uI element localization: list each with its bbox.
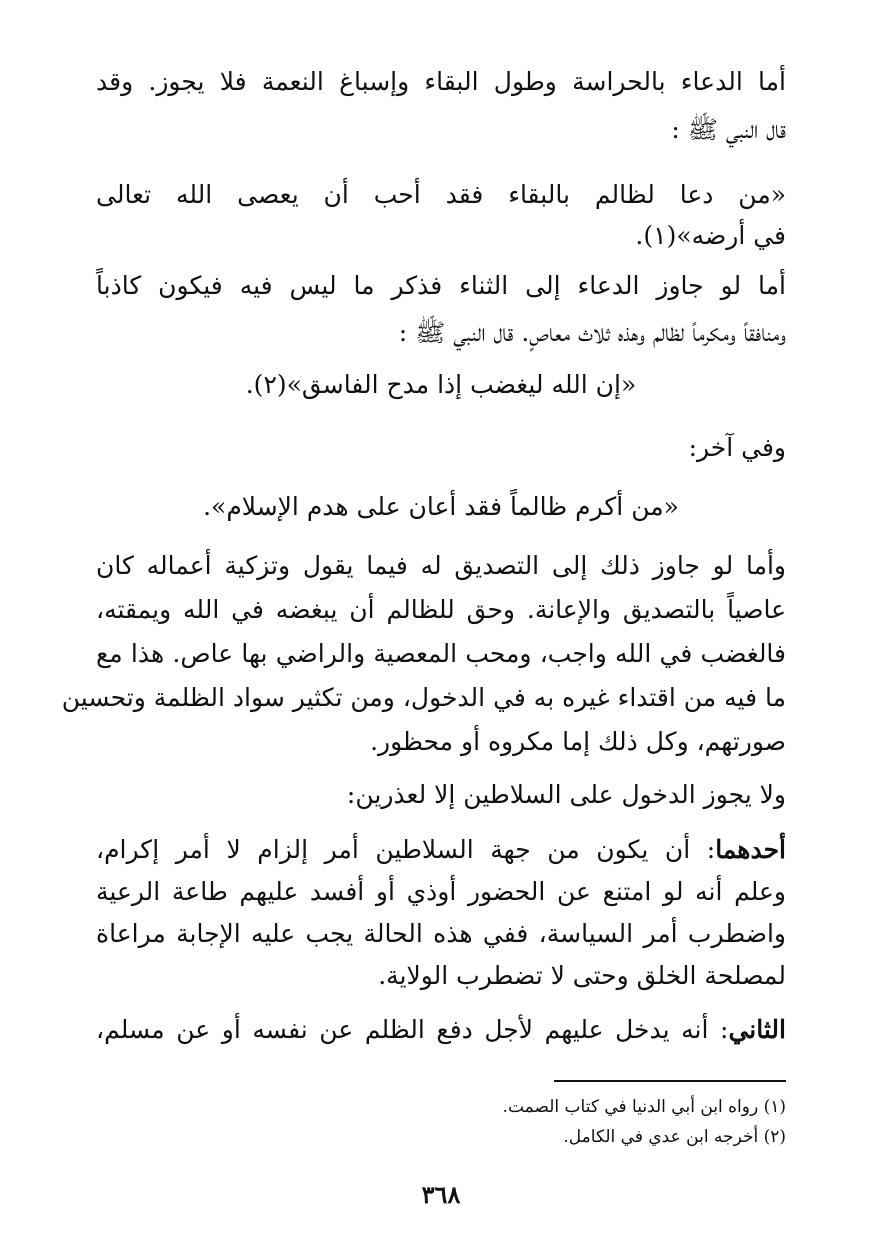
body-line: عاصياً بالتصديق والإعانة. وحق للظالم أن يبغضه في الله ويمقته،: [96, 595, 786, 624]
body-line: وفي آخر:: [688, 433, 786, 462]
body-line: ما فيه من اقتداء غيره به في الدخول، ومن تكثير سواد الظلمة وتحسين: [61, 683, 786, 712]
page-number: ٣٦٨: [421, 1180, 461, 1209]
body-text: : أن يكون من جهة السلاطين أمر إلزام لا أمر إكرام،: [96, 835, 716, 864]
body-line: وعلم أنه لو امتنع عن الحضور أوذي أو أفسد عليهم طاعة الرعية: [96, 877, 787, 906]
body-line: أما الدعاء بالحراسة وطول البقاء وإسباغ النعمة فلا يجوز. وقد: [96, 67, 786, 96]
footnote-divider: [554, 1080, 786, 1082]
footnote: (١) رواه ابن أبي الدنيا في كتاب الصمت.: [502, 1097, 786, 1117]
body-line: [96, 830, 786, 870]
body-line: [96, 1010, 786, 1050]
body-line: واضطرب أمر السياسة، ففي هذه الحالة يجب عليه الإجابة مراعاة: [96, 919, 786, 948]
body-line: ومنافقاً ومكرماً لظالم وهذه ثلاث معاصٍ. قال النبي ﷺ :: [398, 318, 786, 347]
body-line: أما لو جاوز الدعاء إلى الثناء فذكر ما ليس فيه فيكون كاذباً: [96, 271, 786, 300]
body-line: صورتهم، وكل ذلك إما مكروه أو محظور.: [370, 727, 786, 756]
body-line: ولا يجوز الدخول على السلاطين إلا لعذرين:: [346, 780, 786, 809]
footnote: (٢) أخرجه ابن عدي في الكامل.: [563, 1127, 786, 1147]
body-text: : أنه يدخل عليهم لأجل دفع الظلم عن نفسه أو عن مسلم،: [96, 1015, 729, 1044]
quote-line: في أرضه»(١).: [635, 221, 786, 250]
quote-line: «إن الله ليغضب إذا مدح الفاسق»(٢).: [245, 370, 637, 399]
body-line: قال النبي ﷺ :: [671, 115, 786, 144]
body-line: لمصلحة الخلق وحتى لا تضطرب الولاية.: [378, 961, 786, 990]
body-line: وأما لو جاوز ذلك إلى التصديق له فيما يقول وتزكية أعماله كان: [96, 551, 786, 580]
quote-line: «من دعا لظالم بالبقاء فقد أحب أن يعصى الله تعالى: [96, 180, 787, 209]
body-line: فالغضب في الله واجب، ومحب المعصية والراضي بها عاص. هذا مع: [96, 639, 786, 668]
term-heading: أحدهما: [715, 835, 786, 864]
quote-line: «من أكرم ظالماً فقد أعان على هدم الإسلام».: [203, 492, 679, 521]
term-heading: الثاني: [728, 1015, 786, 1044]
